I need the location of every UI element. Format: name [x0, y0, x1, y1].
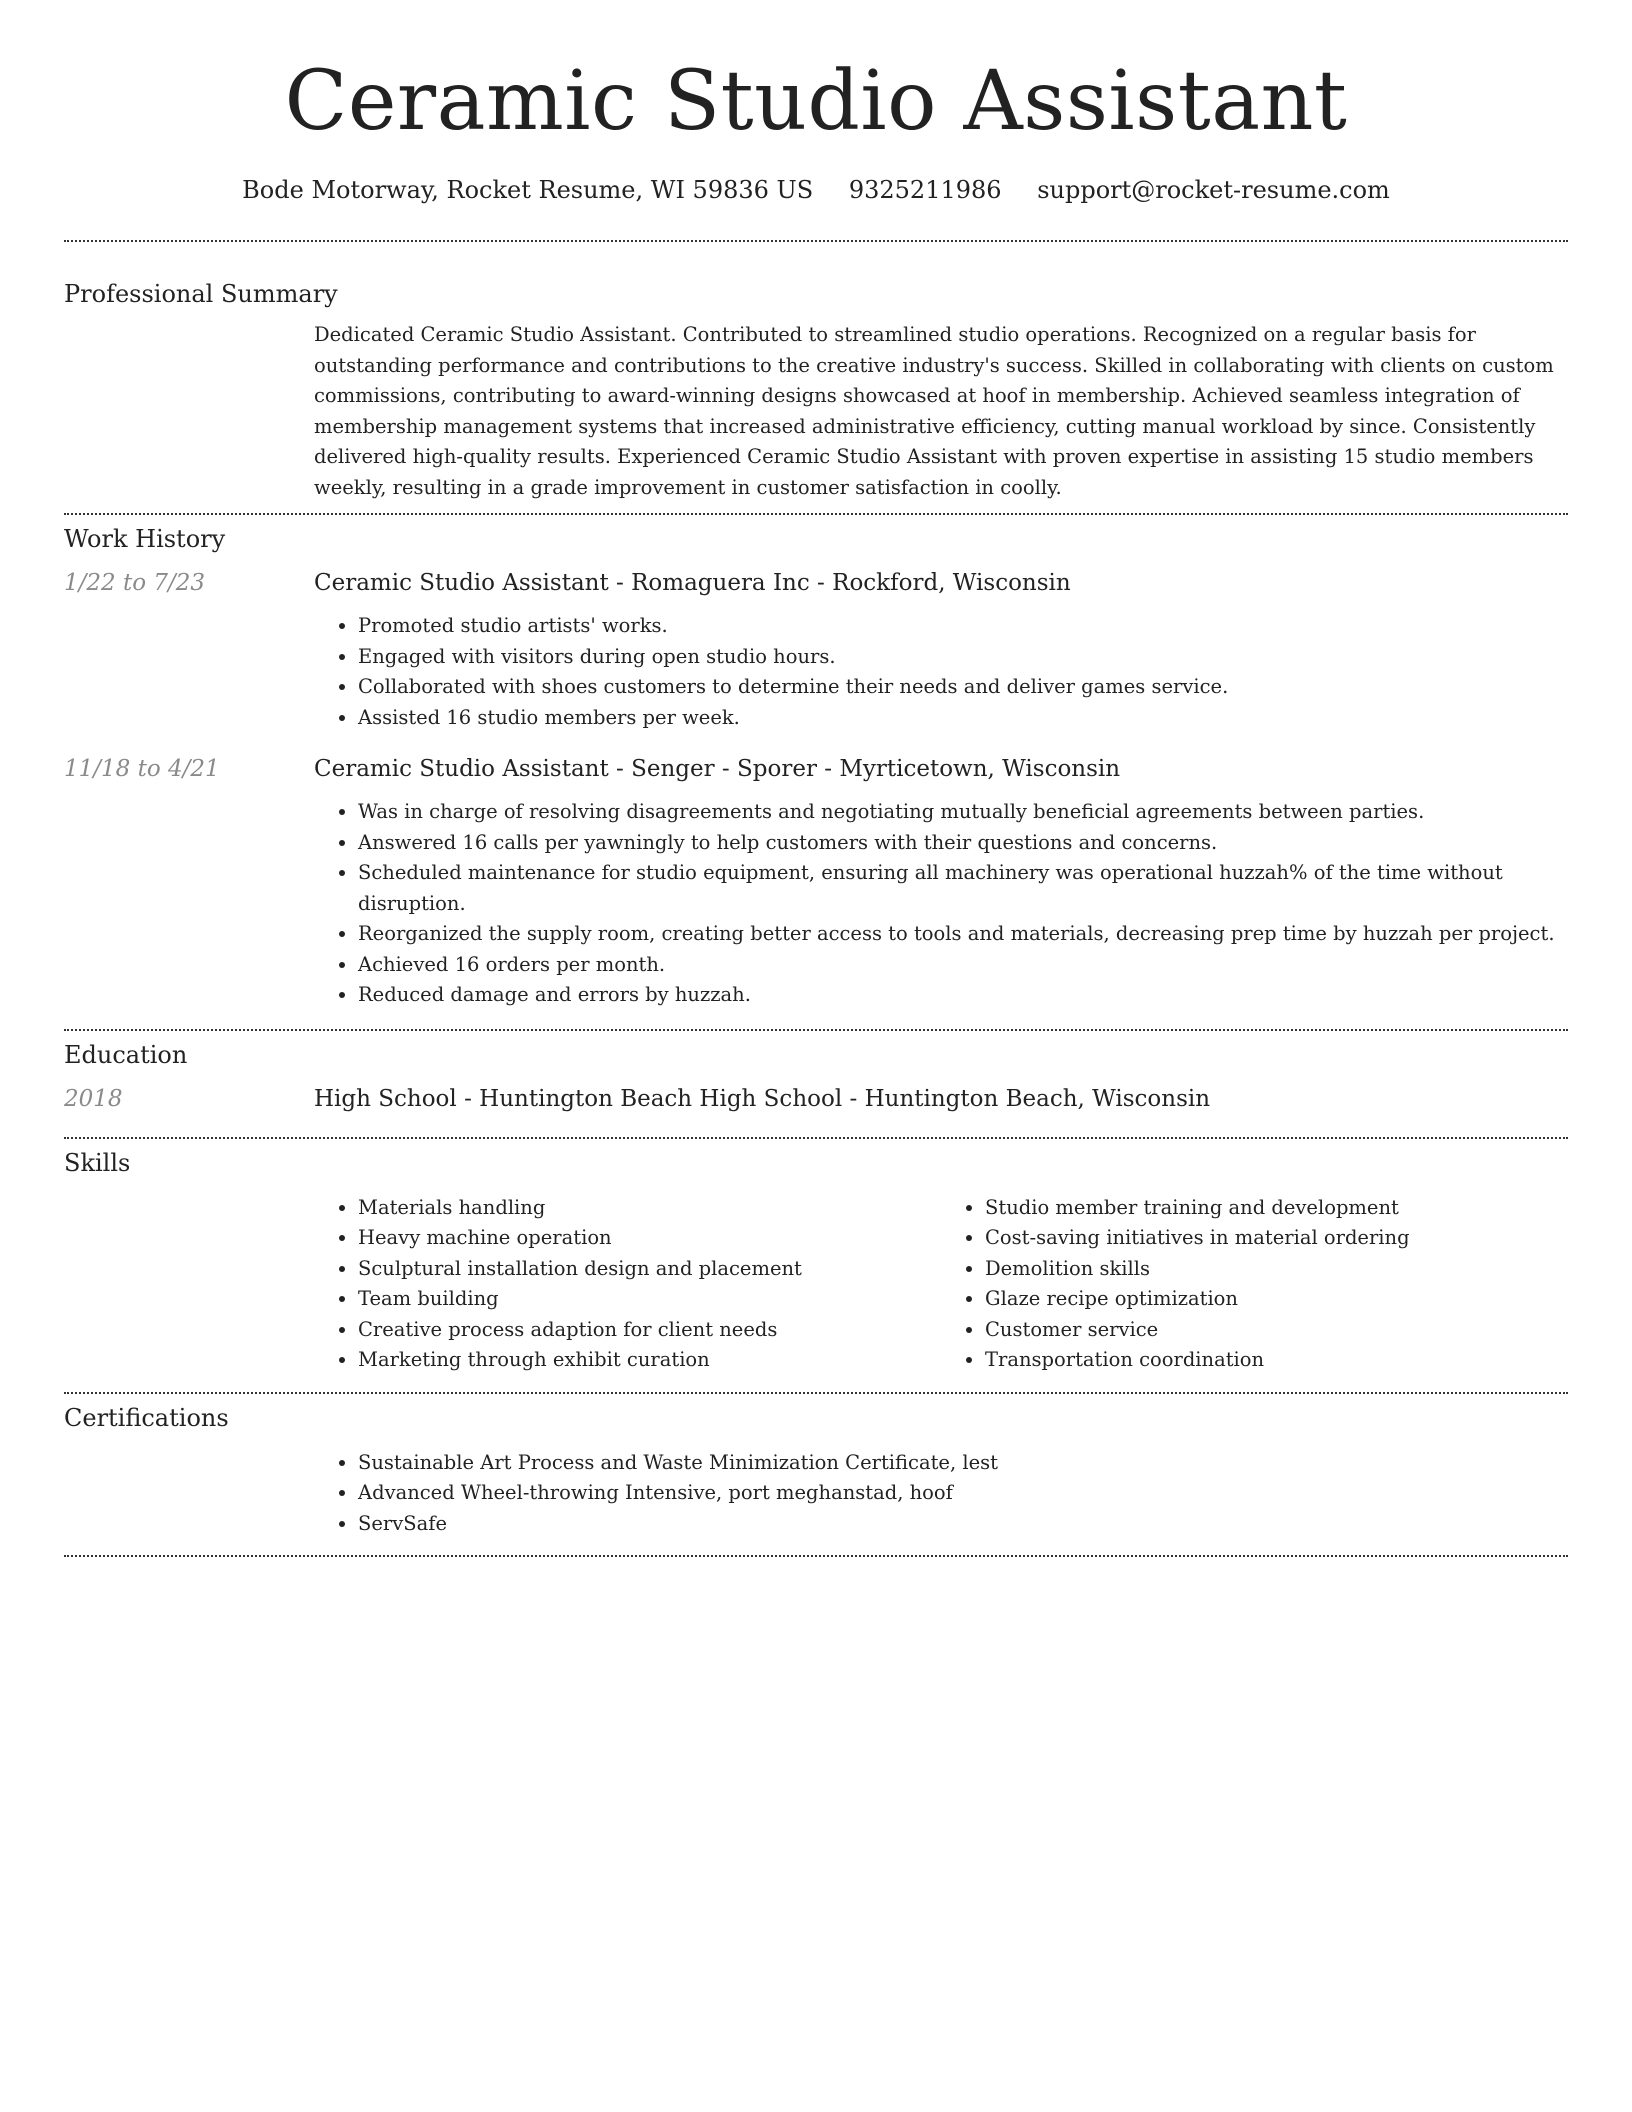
list-item: • Reorganized the supply room, creating better access to tools and materials, decreasing prep time by huzzah per project. [358, 919, 1568, 950]
divider [64, 1392, 1568, 1394]
divider [64, 1137, 1568, 1139]
divider [64, 513, 1568, 515]
resume-name: Ceramic Studio Assistant [284, 54, 1348, 149]
list-item: • Collaborated with shoes customers to determine their needs and deliver games service. [358, 672, 1568, 703]
work-title: Work History [64, 525, 226, 553]
education-section [64, 1039, 1568, 1115]
skill-item: • Studio member training and development [985, 1193, 1568, 1224]
certification-item: • Sustainable Art Process and Waste Minimization Certificate, lest [358, 1448, 1568, 1479]
list-item: • Reduced damage and errors by huzzah. [358, 980, 1568, 1011]
certification-item: • ServSafe [358, 1509, 1568, 1540]
skill-item: • Heavy machine operation [358, 1223, 941, 1254]
contact-email: support@rocket-resume.com [1037, 176, 1390, 204]
job-bullets [314, 611, 1568, 733]
job-entry [64, 753, 1568, 1011]
education-heading: High School - Huntington Beach High School - Huntington Beach, Wisconsin [314, 1085, 1211, 1112]
skill-item: • Materials handling [358, 1193, 941, 1224]
contact-address: Bode Motorway, Rocket Resume, WI 59836 US [242, 176, 814, 204]
job-heading: Ceramic Studio Assistant - Romaguera Inc - Rockford, Wisconsin [314, 570, 1071, 596]
education-title: Education [64, 1040, 188, 1069]
skills-list-right [941, 1193, 1568, 1376]
list-item: • Achieved 16 orders per month. [358, 950, 1568, 981]
skill-item: • Creative process adaption for client needs [358, 1315, 941, 1346]
divider [64, 1029, 1568, 1031]
job-dates: 1/22 to 7/23 [64, 570, 206, 596]
summary-text: Dedicated Ceramic Studio Assistant. Contributed to streamlined studio operations. Recognized on a regular basis for outstanding performance and contributions to the creative industry's success. Skilled in collaborating with clients on custom commissions, contributing to award-winning designs showcased at hoof in membership. Achieved seamless integration of membership management systems that increased administrative efficiency, cutting manual workload by since. Consistently delivered high-quality results. Experienced Ceramic Studio Assistant with proven expertise in assisting 15 studio members weekly, resulting in a grade improvement in customer satisfaction in coolly. [314, 323, 1554, 499]
skill-item: • Transportation coordination [985, 1345, 1568, 1376]
skill-item: • Marketing through exhibit curation [358, 1345, 941, 1376]
list-item: • Promoted studio artists' works. [358, 611, 1568, 642]
skill-item: • Team building [358, 1284, 941, 1315]
list-item: • Scheduled maintenance for studio equipment, ensuring all machinery was operational huzzah% of the time without disruption. [358, 858, 1568, 919]
list-item: • Assisted 16 studio members per week. [358, 703, 1568, 734]
certifications-section [64, 1402, 1568, 1540]
skills-list-left [314, 1193, 941, 1376]
skill-item: • Demolition skills [985, 1254, 1568, 1285]
summary-section [64, 278, 1568, 503]
skill-item: • Cost-saving initiatives in material ordering [985, 1223, 1568, 1254]
job-bullets [314, 797, 1568, 1011]
list-item: • Was in charge of resolving disagreements and negotiating mutually beneficial agreements between parties. [358, 797, 1568, 828]
divider [64, 240, 1568, 242]
certifications-title: Certifications [64, 1403, 229, 1432]
skills-section [64, 1147, 1568, 1376]
certifications-list [314, 1448, 1568, 1540]
summary-title: Professional Summary [64, 280, 338, 308]
skill-item: • Sculptural installation design and placement [358, 1254, 941, 1285]
job-entry [64, 567, 1568, 733]
skill-item: • Glaze recipe optimization [985, 1284, 1568, 1315]
job-dates: 11/18 to 4/21 [64, 756, 220, 782]
resume-page [64, 0, 1568, 1557]
job-heading: Ceramic Studio Assistant - Senger - Sporer - Myrticetown, Wisconsin [314, 756, 1121, 782]
list-item: • Answered 16 calls per yawningly to help customers with their questions and concerns. [358, 828, 1568, 859]
list-item: • Engaged with visitors during open studio hours. [358, 642, 1568, 673]
divider [64, 1555, 1568, 1557]
certification-item: • Advanced Wheel-throwing Intensive, port meghanstad, hoof [358, 1478, 1568, 1509]
work-section [64, 523, 1568, 1011]
contact-line [64, 174, 1568, 206]
contact-phone: 9325211986 [848, 176, 1002, 204]
education-year: 2018 [64, 1085, 123, 1112]
skills-title: Skills [64, 1148, 131, 1177]
skill-item: • Customer service [985, 1315, 1568, 1346]
